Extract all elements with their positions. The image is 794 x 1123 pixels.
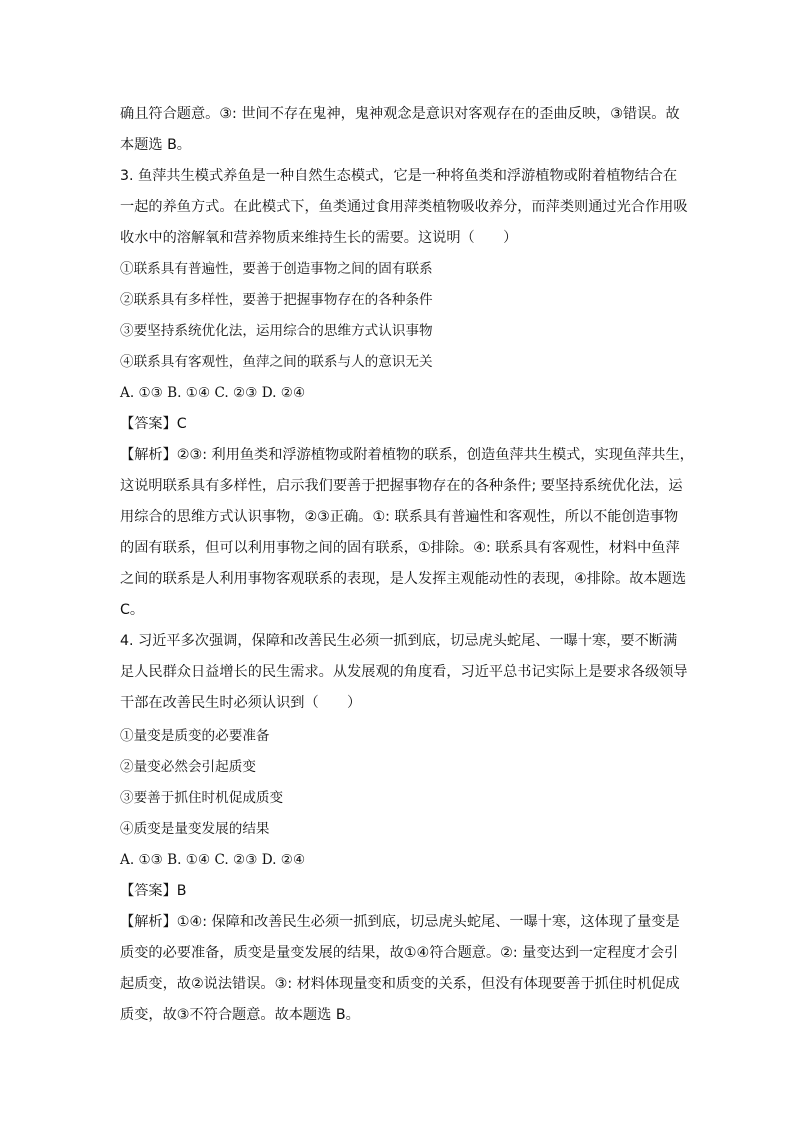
question-3-analysis: 【解析】②③: 利用鱼类和浮游植物或附着植物的联系，创造鱼萍共生模式，实现鱼萍共生， bbox=[120, 447, 694, 463]
text-line: 本题选 B。 bbox=[120, 137, 191, 153]
question-3-analysis: 用综合的思维方式认识事物，②③正确。①: 联系具有普遍性和客观性，所以不能创造事物 bbox=[120, 509, 679, 525]
question-3-stem: 收水中的溶解氧和营养物质来维持生长的需要。这说明（ ） bbox=[120, 230, 518, 246]
question-4-option: ①量变是质变的必要准备 bbox=[120, 728, 270, 744]
question-4-answer: 【答案】B bbox=[120, 883, 187, 899]
question-4-stem: 干部在改善民生时必须认识到（ ） bbox=[120, 695, 362, 711]
question-4-option: ②量变必然会引起质变 bbox=[120, 759, 256, 775]
question-4-analysis: 【解析】①④: 保障和改善民生必须一抓到底，切忌虎头蛇尾、一曝十寒，这体现了量变是 bbox=[120, 914, 680, 930]
question-3-option: ③要坚持系统优化法，运用综合的思维方式认识事物 bbox=[120, 323, 433, 339]
question-4-option: ③要善于抓住时机促成质变 bbox=[120, 790, 284, 806]
question-4-stem: 足人民群众日益增长的民生需求。从发展观的角度看，习近平总书记实际上是要求各级领导 bbox=[120, 664, 688, 680]
question-3-stem: 一起的养鱼方式。在此模式下，鱼类通过食用萍类植物吸收养分，而萍类则通过光合作用吸 bbox=[120, 199, 688, 215]
question-3-analysis: 的固有联系，但可以利用事物之间的固有联系，①排除。④: 联系具有客观性，材料中鱼萍 bbox=[120, 540, 680, 556]
question-4-stem: 4. 习近平多次强调，保障和改善民生必须一抓到底，切忌虎头蛇尾、一曝十寒，要不断满 bbox=[120, 633, 678, 649]
question-3-option: ④联系具有客观性，鱼萍之间的联系与人的意识无关 bbox=[120, 354, 433, 370]
question-3-option: ①联系具有普遍性，要善于创造事物之间的固有联系 bbox=[120, 261, 433, 277]
question-4-analysis: 质变，故③不符合题意。故本题选 B。 bbox=[120, 1007, 360, 1023]
question-3-choices: A. ①③ B. ①④ C. ②③ D. ②④ bbox=[120, 385, 306, 401]
question-3-answer: 【答案】C bbox=[120, 416, 187, 432]
question-3-analysis: 这说明联系具有多样性，启示我们要善于把握事物存在的各种条件; 要坚持系统优化法，运 bbox=[120, 478, 683, 494]
question-3-stem: 3. 鱼萍共生模式养鱼是一种自然生态模式，它是一种将鱼类和浮游植物或附着植物结合在 bbox=[120, 168, 678, 184]
question-4-analysis: 质变的必要准备，质变是量变发展的结果，故①④符合题意。②: 量变达到一定程度才会引 bbox=[120, 945, 679, 961]
question-3-analysis: C。 bbox=[120, 602, 145, 618]
question-3-option: ②联系具有多样性，要善于把握事物存在的各种条件 bbox=[120, 292, 433, 308]
question-4-choices: A. ①③ B. ①④ C. ②③ D. ②④ bbox=[120, 852, 306, 868]
question-4-analysis: 起质变，故②说法错误。③: 材料体现量变和质变的关系，但没有体现要善于抓住时机促成 bbox=[120, 976, 680, 992]
text-line: 确且符合题意。③: 世间不存在鬼神，鬼神观念是意识对客观存在的歪曲反映，③错误。故 bbox=[120, 106, 680, 122]
question-3-analysis: 之间的联系是人利用事物客观联系的表现，是人发挥主观能动性的表现，④排除。故本题选 bbox=[120, 571, 687, 587]
question-4-option: ④质变是量变发展的结果 bbox=[120, 821, 270, 837]
